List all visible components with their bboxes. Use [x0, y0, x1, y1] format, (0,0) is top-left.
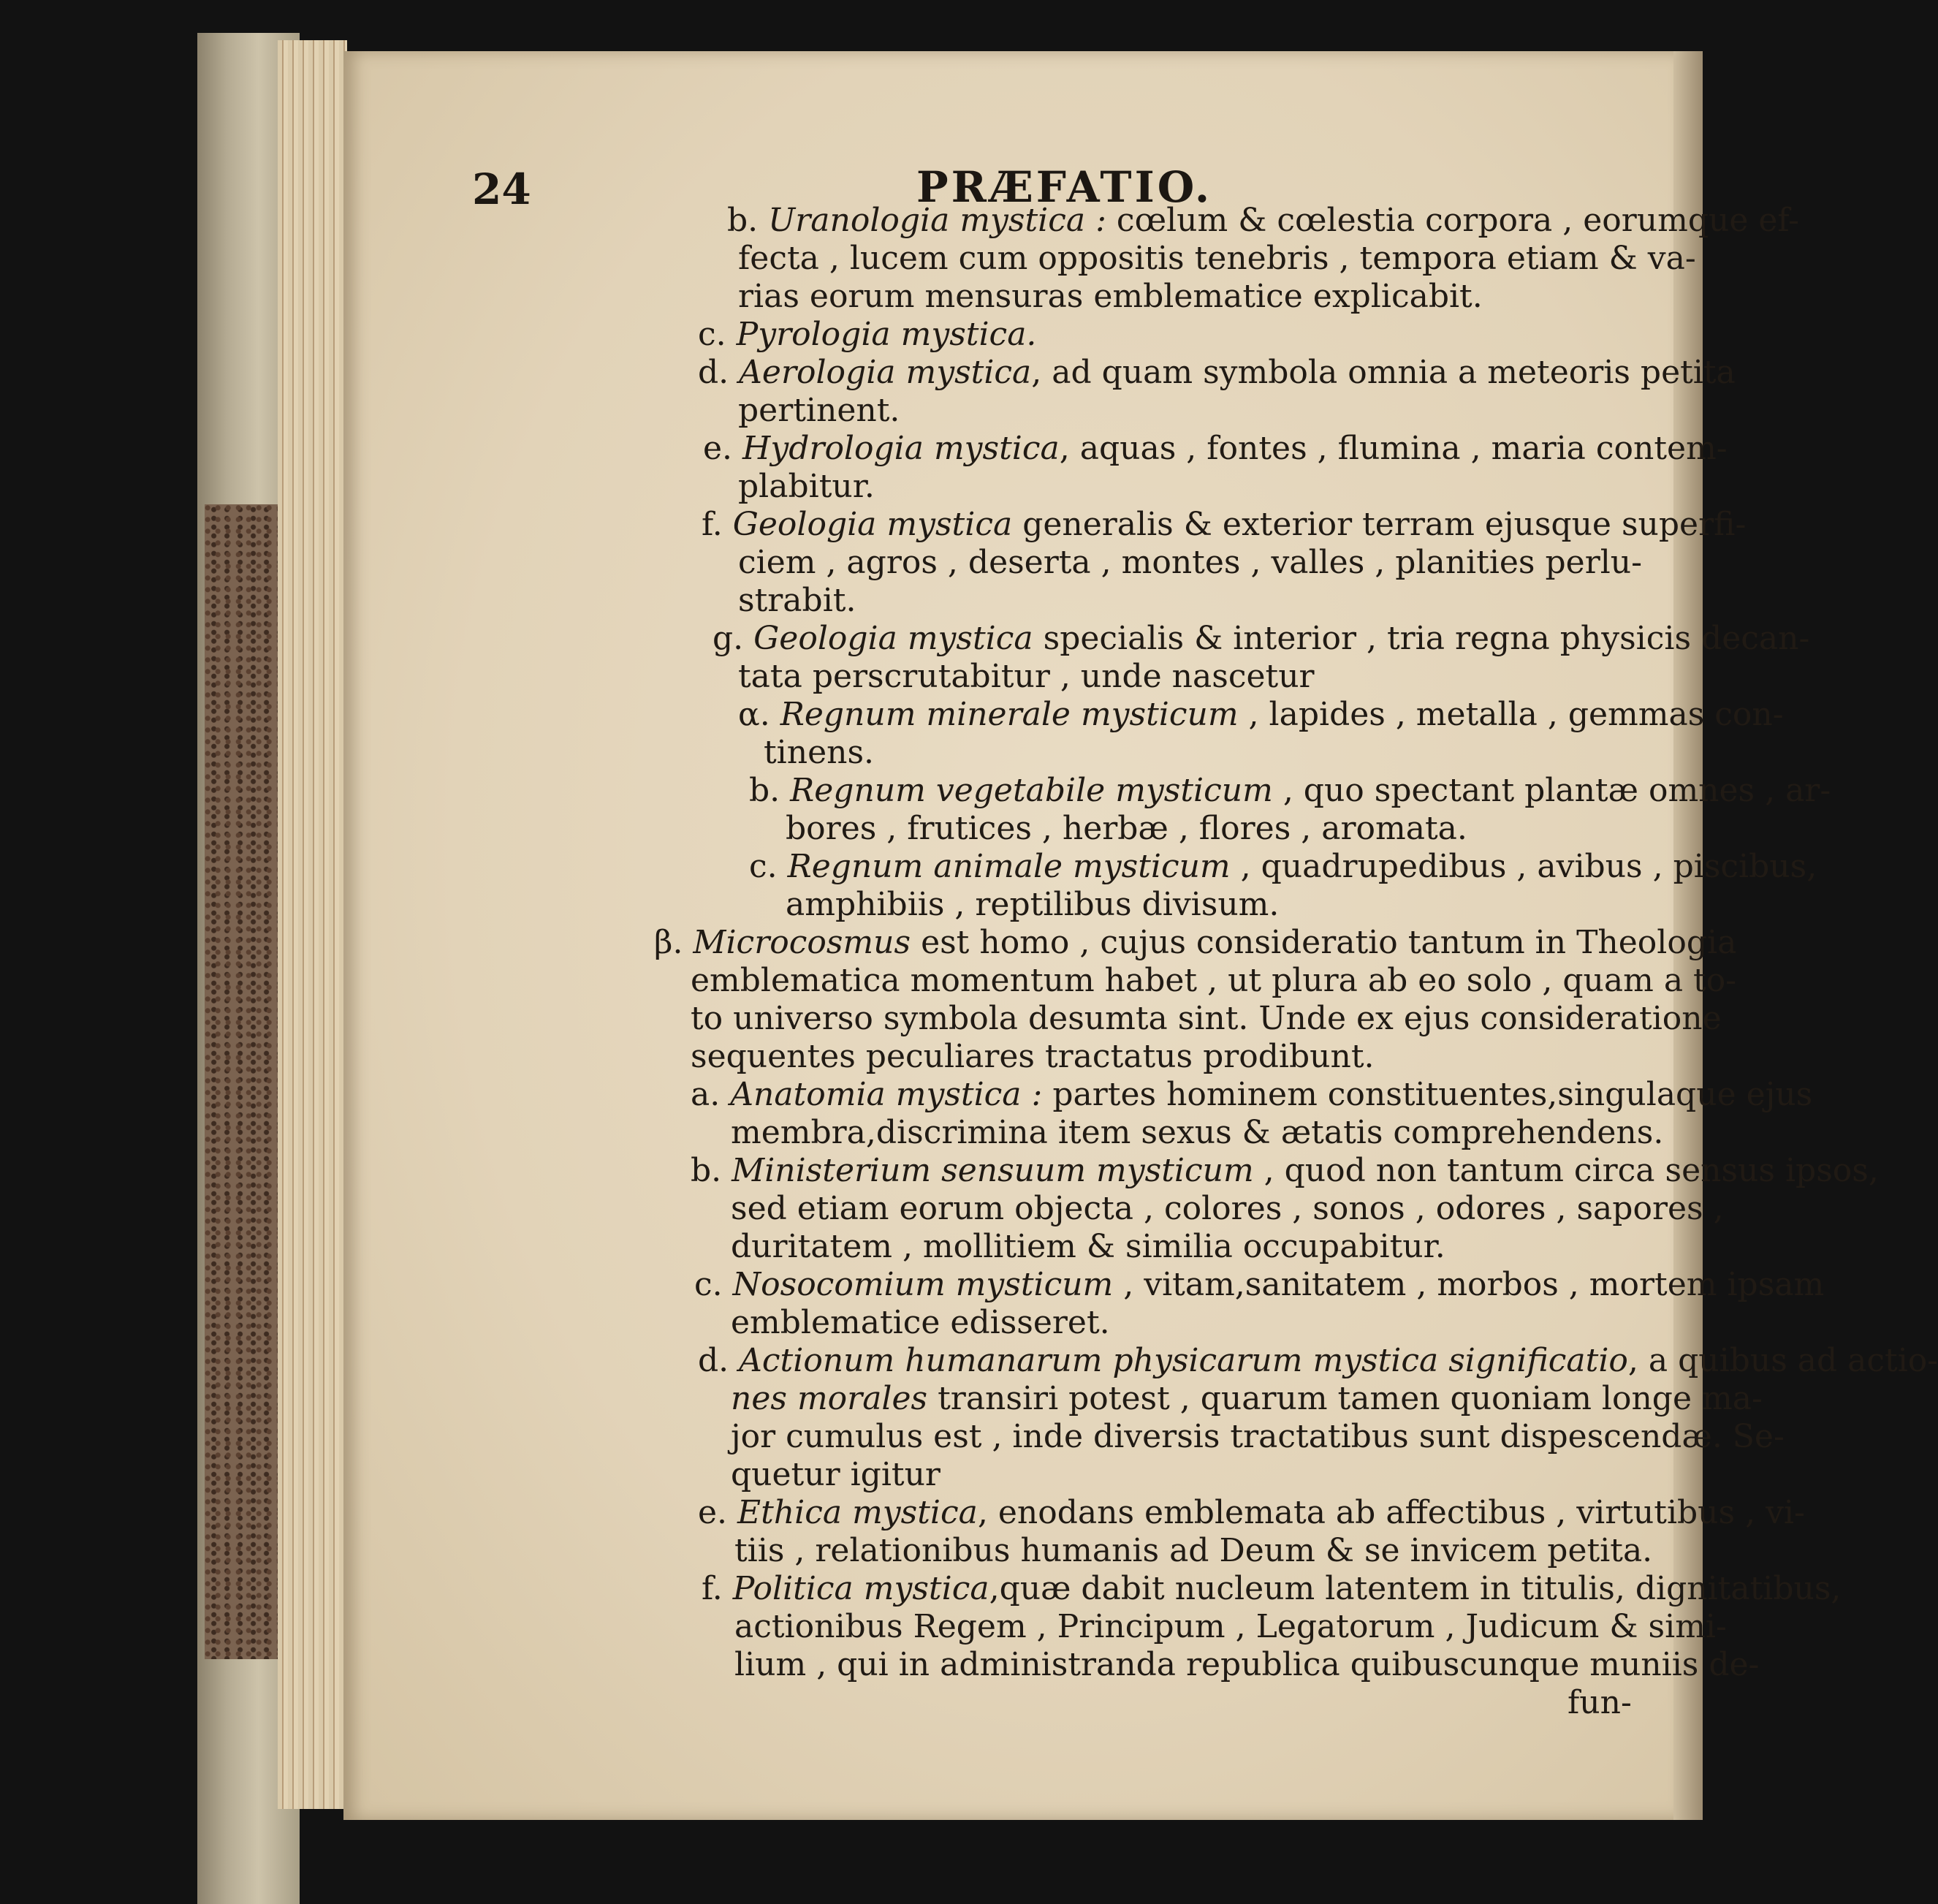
line-text: emblematica momentum habet , ut plura ab eo solo , quam a to- — [691, 962, 1737, 999]
line-text: , aquas , fontes , flumina , maria contem- — [1059, 430, 1728, 467]
text-line — [786, 887, 1279, 923]
text-line — [702, 507, 1746, 543]
line-text: amphibiis , reptilibus divisum. — [786, 886, 1280, 923]
line-text: fun- — [1568, 1684, 1632, 1721]
text-line — [727, 202, 1799, 239]
line-text: duritatem , mollitiem & similia occupabitur. — [731, 1228, 1445, 1265]
line-text: tiis , relationibus humanis ad Deum & se invicem petita. — [734, 1532, 1653, 1569]
text-line — [749, 849, 1817, 885]
italic-term: nes morales — [731, 1380, 928, 1417]
text-line — [712, 621, 1809, 657]
line-text: lium , qui in administranda republica quibuscunque muniis de- — [734, 1646, 1760, 1683]
line-text: strabit. — [738, 582, 856, 619]
text-line — [694, 1267, 1824, 1303]
italic-term: Regnum vegetabile mysticum — [790, 772, 1273, 809]
text-line — [703, 431, 1728, 467]
line-text: sed etiam eorum objecta , colores , sonos , odores , sapores , — [731, 1190, 1724, 1227]
text-line — [731, 1419, 1785, 1455]
italic-term: Anatomia mystica : — [730, 1076, 1043, 1113]
text-line — [731, 1191, 1724, 1227]
line-text: membra,discrimina item sexus & ætatis comprehendens. — [731, 1114, 1664, 1151]
list-marker: f. — [702, 506, 733, 543]
list-marker: b. — [749, 772, 791, 809]
italic-term: Geologia mystica — [732, 506, 1013, 543]
line-text: cœlum & cœlestia corpora , eorumque ef- — [1106, 202, 1799, 239]
list-marker: b. — [727, 202, 769, 239]
text-line — [691, 1039, 1375, 1075]
italic-term: Nosocomium mysticum — [732, 1266, 1114, 1303]
line-text: specialis & interior , tria regna physicis decan- — [1033, 620, 1810, 657]
italic-term: Regnum minerale mysticum — [780, 696, 1239, 733]
list-marker: g. — [712, 620, 754, 657]
list-marker: c. — [694, 1266, 733, 1303]
text-line — [764, 735, 874, 771]
text-line — [698, 1495, 1805, 1531]
text-line — [738, 469, 875, 505]
line-text: , vitam,sanitatem , morbos , mortem ipsam — [1113, 1266, 1825, 1303]
line-text: fecta , lucem cum oppositis tenebris , tempora etiam & va- — [738, 240, 1696, 277]
list-marker: d. — [698, 1342, 740, 1379]
list-marker: c. — [698, 316, 737, 353]
italic-term: Aerologia mystica — [739, 354, 1032, 391]
page-number: 24 — [472, 164, 531, 214]
text-line — [738, 583, 856, 619]
text-line — [698, 316, 1036, 353]
text-line — [1568, 1685, 1632, 1721]
line-text: , quod non tantum circa sensus ipsos, — [1253, 1152, 1879, 1189]
line-text: , lapides , metalla , gemmas con- — [1238, 696, 1784, 733]
text-line — [734, 1609, 1727, 1645]
list-marker: a. — [691, 1076, 731, 1113]
italic-term: Microcosmus — [693, 924, 911, 961]
text-line — [749, 773, 1831, 809]
list-marker: c. — [749, 848, 788, 885]
line-text: pertinent. — [738, 392, 900, 429]
list-marker: d. — [698, 354, 740, 391]
italic-term: Geologia mystica — [753, 620, 1033, 657]
line-text: tata perscrutabitur , unde nascetur — [738, 658, 1315, 695]
text-line — [738, 697, 1784, 733]
italic-term: Ethica mystica — [737, 1494, 978, 1531]
line-text: rias eorum mensuras emblematice explicabit. — [738, 278, 1483, 315]
list-marker: β. — [654, 924, 694, 961]
text-line — [731, 1229, 1445, 1265]
running-head: PRÆFATIO. — [916, 162, 1213, 212]
text-line — [691, 1077, 1812, 1113]
line-text: sequentes peculiares tractatus prodibunt. — [691, 1038, 1375, 1075]
text-line — [731, 1305, 1110, 1341]
text-line — [702, 1571, 1841, 1607]
line-text: ciem , agros , deserta , montes , valles , planities perlu- — [738, 544, 1643, 581]
line-text: , ad quam symbola omnia a meteoris petita — [1031, 354, 1736, 391]
text-line — [731, 1381, 1763, 1417]
text-line — [738, 392, 900, 429]
text-line — [691, 1001, 1722, 1037]
text-line — [691, 963, 1736, 999]
text-line — [731, 1115, 1663, 1151]
line-text: , a quibus ad actio- — [1627, 1342, 1938, 1379]
line-text: , quo spectant plantæ omnes , ar- — [1272, 772, 1831, 809]
line-text: actionibus Regem , Principum , Legatorum , Judicum & simi- — [734, 1608, 1727, 1645]
line-text: quetur igitur — [731, 1456, 940, 1493]
italic-term: Pyrologia mystica. — [736, 316, 1037, 353]
line-text: transiri potest , quarum tamen quoniam longe ma- — [927, 1380, 1763, 1417]
text-line — [698, 1343, 1938, 1379]
line-text: , quadrupedibus , avibus , piscibus, — [1230, 848, 1817, 885]
italic-term: Politica mystica — [732, 1570, 989, 1607]
list-marker: f. — [702, 1570, 733, 1607]
italic-term: Actionum humanarum physicarum mystica significatio — [739, 1342, 1628, 1379]
text-line — [786, 811, 1467, 847]
text-line — [738, 278, 1483, 315]
list-marker: e. — [698, 1494, 738, 1531]
line-text: partes hominem constituentes,singulaque ejus — [1042, 1076, 1813, 1113]
line-text: est homo , cujus consideratio tantum in Theologia — [911, 924, 1737, 961]
italic-term: Uranologia mystica : — [768, 202, 1106, 239]
line-text: tinens. — [764, 734, 875, 771]
italic-term: Regnum animale mysticum — [787, 848, 1231, 885]
line-text: ,quæ dabit nucleum latentem in titulis, dignitatibus, — [989, 1570, 1842, 1607]
text-line — [738, 659, 1315, 695]
italic-term: Hydrologia mystica — [742, 430, 1060, 467]
text-line — [698, 354, 1736, 391]
line-text: , enodans emblemata ab affectibus , virtutibus , vi- — [977, 1494, 1805, 1531]
text-line — [734, 1647, 1759, 1683]
text-line — [738, 240, 1696, 277]
list-marker: e. — [703, 430, 743, 467]
text-line — [734, 1533, 1652, 1569]
line-text: jor cumulus est , inde diversis tractatibus sunt dispescendæ. Se- — [731, 1418, 1785, 1455]
italic-term: Ministerium sensuum mysticum — [732, 1152, 1254, 1189]
list-marker: α. — [738, 696, 780, 733]
line-text: to universo symbola desumta sint. Unde ex ejus consideratione — [691, 1000, 1722, 1037]
text-line — [731, 1457, 940, 1493]
line-text: emblematice edisseret. — [731, 1304, 1110, 1341]
text-line — [691, 1153, 1879, 1189]
line-text: plabitur. — [738, 468, 875, 505]
list-marker: b. — [691, 1152, 732, 1189]
line-text: generalis & exterior terram ejusque superfi- — [1012, 506, 1747, 543]
text-line — [738, 545, 1642, 581]
text-line — [654, 925, 1736, 961]
line-text: bores , frutices , herbæ , flores , aromata. — [786, 810, 1467, 847]
